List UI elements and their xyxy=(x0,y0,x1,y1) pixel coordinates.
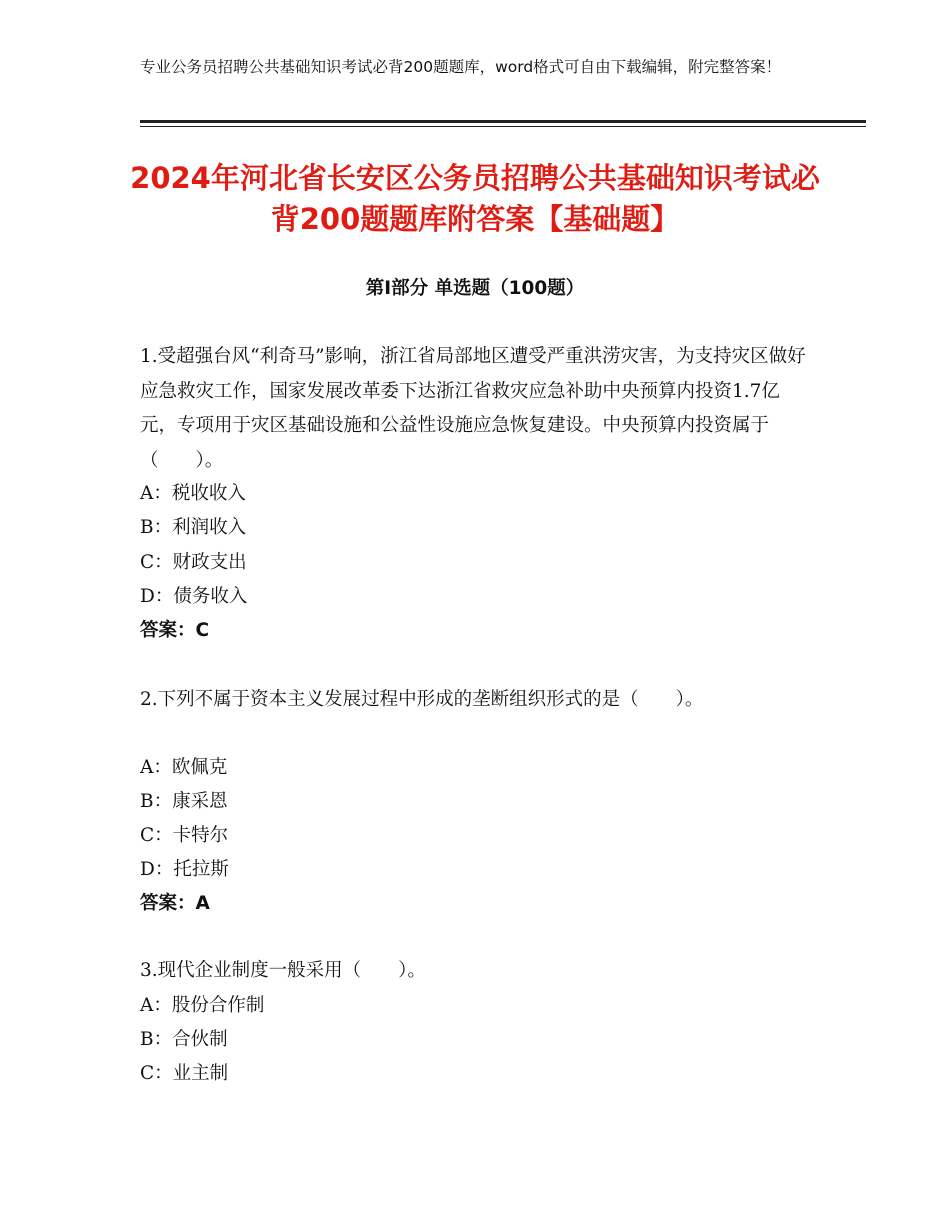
question-1-option-b: B：利润收入 xyxy=(140,517,247,538)
question-1-answer: 答案：C xyxy=(140,620,210,641)
question-2-option-c: C：卡特尔 xyxy=(140,825,229,846)
question-3-option-a: A：股份合作制 xyxy=(140,995,265,1016)
section-heading: 第I部分 单选题（100题） xyxy=(365,278,585,299)
document-title: 2024年河北省长安区公务员招聘公共基础知识考试必背200题题库附答案【基础题】 xyxy=(130,161,820,236)
question-2-option-b: B：康采恩 xyxy=(140,791,228,812)
question-1-option-a: A：税收收入 xyxy=(140,483,246,504)
question-1-option-d: D：债务收入 xyxy=(140,586,248,607)
question-3-option-c: C：业主制 xyxy=(140,1063,229,1084)
question-1-option-c: C：财政支出 xyxy=(140,552,247,573)
question-2-stem: 2.下列不属于资本主义发展过程中形成的垄断组织形式的是（ ）。 xyxy=(140,689,704,710)
header-note: 专业公务员招聘公共基础知识考试必背200题题库，word格式可自由下载编辑，附完整答案！ xyxy=(140,58,782,76)
header-rule-thin xyxy=(140,126,866,127)
question-3-option-b: B：合伙制 xyxy=(140,1029,228,1050)
question-2-option-a: A：欧佩克 xyxy=(140,757,228,778)
header-rule-thick xyxy=(140,120,866,123)
question-2-answer: 答案：A xyxy=(140,893,210,914)
question-1-stem: 1.受超强台风“利奇马”影响，浙江省局部地区遭受严重洪涝灾害，为支持灾区做好应急救灾工作，国家发展改革委下达浙江省救灾应急补助中央预算内投资1.7亿元，专项用于灾区基础设施和公益性设施应急恢复建设。中央预算内投资属于（ ）。 xyxy=(140,346,806,471)
question-3-stem: 3.现代企业制度一般采用（ ）。 xyxy=(140,960,426,981)
question-2-option-d: D：托拉斯 xyxy=(140,859,229,880)
